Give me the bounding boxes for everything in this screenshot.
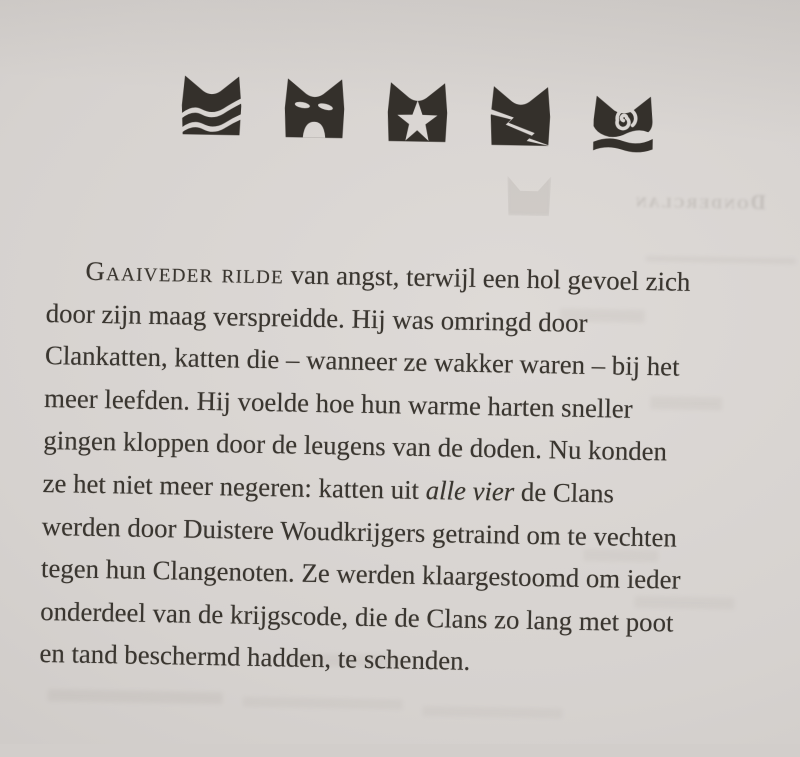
showthrough-blob (48, 689, 223, 704)
text-line: en tand beschermd hadden, te schenden. (39, 638, 471, 677)
showthrough-blob (243, 697, 403, 710)
showthrough-clan-heading: Donderclan (633, 187, 767, 215)
text-line: door zijn maag verspreidde. Hij was omringd door (45, 297, 588, 338)
showthrough-cat-icon (507, 175, 552, 216)
paragraph (39, 249, 787, 688)
shadowclan-cat-icon (281, 73, 348, 146)
text-line: Gaaiveder rilde van angst, terwijl een hol gevoel zich (85, 255, 691, 297)
thunderclan-cat-icon (487, 81, 554, 154)
starclan-cat-icon (384, 77, 451, 150)
text-line: ze het niet meer negeren: katten uit alle vier de Clans (42, 467, 615, 509)
riverclan-cat-icon (178, 70, 245, 143)
clan-icons-row (178, 70, 657, 159)
text-line: gingen kloppen door de leugens van de doden. Nu konden (43, 425, 668, 467)
text-line: tegen hun Clangenoten. Ze werden klaargestoomd om ieder (40, 553, 681, 595)
windclan-cat-icon (590, 86, 657, 159)
text-line: onderdeel van de krijgscode, die de Clans zo lang met poot (40, 595, 674, 638)
showthrough-blob (422, 706, 562, 719)
text-line: werden door Duistere Woudkrijgers getraind om te vechten (41, 510, 678, 553)
text-line: Clankatten, katten die – wanneer ze wakker waren – bij het (44, 340, 680, 382)
text-line: meer leefden. Hij voelde hoe hun warme harten sneller (43, 382, 633, 424)
